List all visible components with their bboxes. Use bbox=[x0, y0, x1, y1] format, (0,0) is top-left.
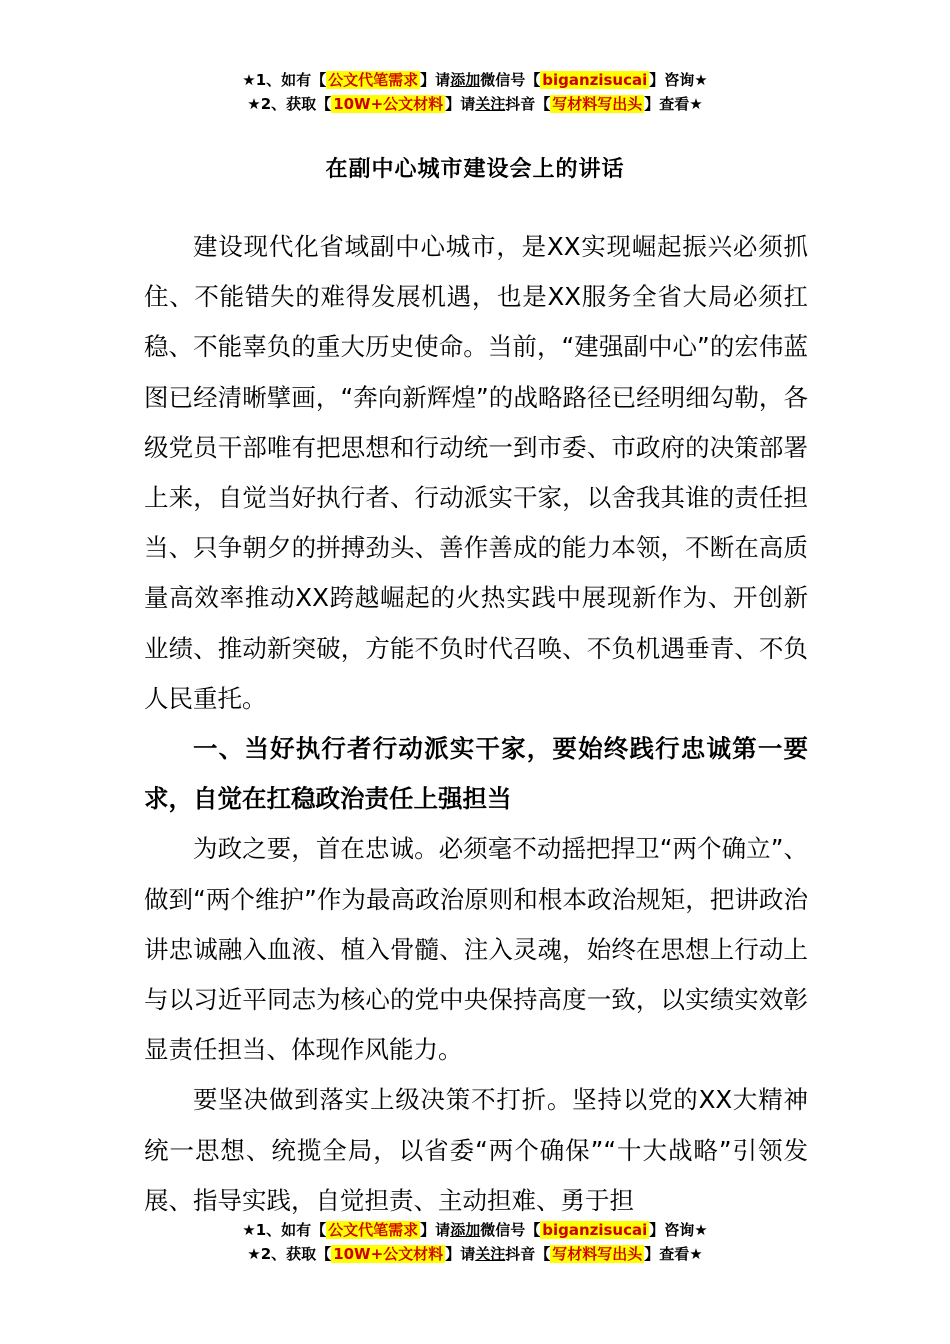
banner-text: ★1、如有【 bbox=[242, 71, 327, 89]
banner-text: 】查看★ bbox=[644, 1245, 703, 1263]
document-title: 在副中心城市建设会上的讲话 bbox=[325, 157, 625, 182]
banner-underline: 添加 bbox=[450, 71, 481, 89]
banner-text: 抖音【 bbox=[505, 95, 551, 113]
banner-highlight: 10W+公文材料 bbox=[333, 95, 444, 113]
banner-highlight: 公文代笔需求 bbox=[328, 1221, 419, 1239]
banner-highlight: 10W+公文材料 bbox=[333, 1245, 444, 1263]
banner-text: 】请 bbox=[445, 1245, 476, 1263]
paragraph: 要坚决做到落实上级决策不打折。坚持以党的XX大精神统一思想、统揽全局，以省委“两个确保”“十大战略”引领发展、指导实践，自觉担责、主动担难、勇于担 bbox=[144, 1085, 808, 1215]
banner-text: ★1、如有【 bbox=[242, 1221, 327, 1239]
banner-text: ★2、获取【 bbox=[247, 1245, 332, 1263]
section-heading: 一、当好执行者行动派实干家，要始终践行忠诚第一要求，自觉在扛稳政治责任上强担当 bbox=[144, 734, 808, 814]
banner-line-1 bbox=[0, 1218, 950, 1242]
paragraph: 建设现代化省域副中心城市，是XX实现崛起振兴必须抓住、不能错失的难得发展机遇，也是XX服务全省大局必须扛稳、不能辜负的重大历史使命。当前，“建强副中心”的宏伟蓝图已经清晰擘画，“奔向新辉煌”的战略路径已经明细勾勒，各级党员干部唯有把思想和行动统一到市委、市政府的决策部署上来，自觉当好执行者、行动派实干家，以舍我其谁的责任担当、只争朝夕的拼搏劲头、善作善成的能力本领，不断在高质量高效率推动XX跨越崛起的火热实践中展现新作为、开创新业绩、推动新突破，方能不负时代召唤、不负机遇垂青、不负人民重托。 bbox=[144, 232, 808, 713]
banner-text: ★2、获取【 bbox=[247, 95, 332, 113]
footer-banner bbox=[0, 1218, 950, 1266]
banner-text: 抖音【 bbox=[505, 1245, 551, 1263]
banner-highlight: 写材料写出头 bbox=[552, 1245, 643, 1263]
banner-highlight: 写材料写出头 bbox=[552, 95, 643, 113]
header-banner bbox=[0, 68, 950, 116]
banner-underline: 关注 bbox=[475, 95, 506, 113]
banner-line-2 bbox=[0, 92, 950, 116]
banner-underline: 关注 bbox=[475, 1245, 506, 1263]
banner-text: 】请 bbox=[420, 71, 451, 89]
banner-highlight: biganzisucai bbox=[542, 71, 648, 89]
banner-highlight: biganzisucai bbox=[542, 1221, 648, 1239]
paragraph: 为政之要，首在忠诚。必须毫不动摇把捍卫“两个确立”、做到“两个维护”作为最高政治原则和根本政治规矩，把讲政治讲忠诚融入血液、植入骨髓、注入灵魂，始终在思想上行动上与以习近平同志为核心的党中央保持高度一致，以实绩实效彰显责任担当、体现作风能力。 bbox=[144, 834, 808, 1065]
banner-text: 】请 bbox=[420, 1221, 451, 1239]
banner-text: 】咨询★ bbox=[649, 1221, 708, 1239]
banner-text: 】咨询★ bbox=[649, 71, 708, 89]
banner-line-2 bbox=[0, 1242, 950, 1266]
banner-text: 】请 bbox=[445, 95, 476, 113]
banner-text: 微信号【 bbox=[480, 71, 541, 89]
banner-line-1 bbox=[0, 68, 950, 92]
banner-highlight: 公文代笔需求 bbox=[328, 71, 419, 89]
banner-text: 】查看★ bbox=[644, 95, 703, 113]
document-body bbox=[144, 222, 808, 1226]
banner-underline: 添加 bbox=[450, 1221, 481, 1239]
banner-text: 微信号【 bbox=[480, 1221, 541, 1239]
